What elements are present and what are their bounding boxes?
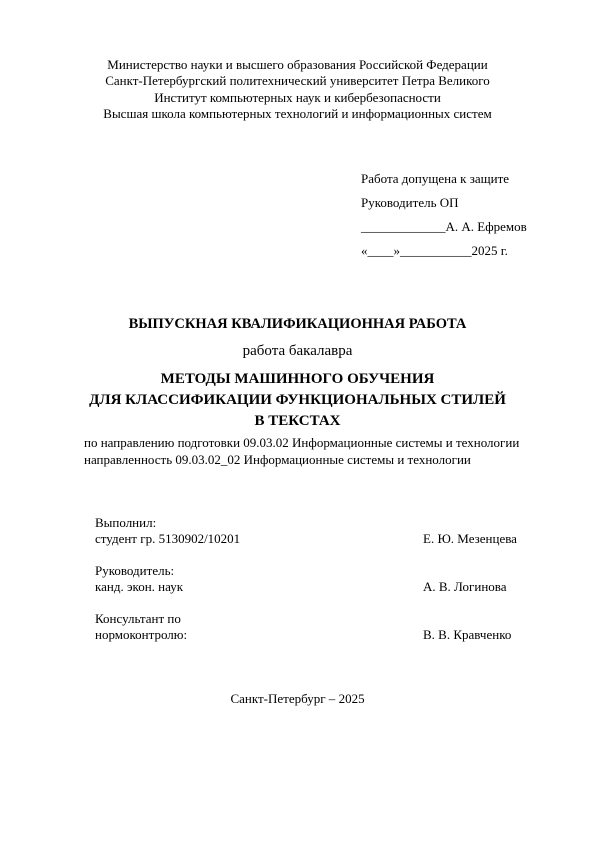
- thesis-title-line-3: В ТЕКСТАХ: [254, 413, 341, 429]
- approval-date-year: 2025: [471, 243, 498, 258]
- author-role: студент гр. 5130902/10201: [95, 531, 241, 546]
- consultant-role: нормоконтролю:: [95, 627, 188, 642]
- supervisor-role: канд. экон. наук: [95, 579, 184, 594]
- footer-year: 2025: [338, 691, 365, 706]
- approval-date-suffix: г.: [497, 243, 508, 258]
- consultant-name: В. В. Кравченко: [423, 627, 512, 642]
- thesis-kind: работа бакалавра: [242, 343, 353, 359]
- consultant-label: Консультант по: [95, 611, 181, 626]
- author-name: Е. Ю. Мезенцева: [423, 531, 517, 546]
- footer-city-year: [0, 692, 595, 705]
- thesis-title-line-1: МЕТОДЫ МАШИННОГО ОБУЧЕНИЯ: [160, 371, 435, 387]
- supervisor-name: А. В. Логинова: [423, 579, 507, 594]
- approval-admitted: Работа допущена к защите: [361, 171, 510, 186]
- institute-line: Институт компьютерных наук и кибербезопасности: [154, 90, 441, 105]
- thesis-direction: по направлению подготовки 09.03.02 Информационные системы и технологии: [84, 435, 520, 450]
- ministry-line: Министерство науки и высшего образования Российской Федерации: [107, 57, 488, 72]
- university-line: Санкт-Петербургский политехнический университет Петра Великого: [105, 73, 490, 88]
- author-label: Выполнил:: [95, 515, 157, 530]
- school-line: Высшая школа компьютерных технологий и информационных систем: [103, 106, 492, 121]
- approval-head-label: Руководитель ОП: [361, 195, 459, 210]
- approval-date-blank: «____»___________: [361, 243, 472, 258]
- supervisor-label: Руководитель:: [95, 563, 175, 578]
- approval-signature-line: _____________А. А. Ефремов: [361, 219, 527, 234]
- approval-date-line: [361, 244, 508, 257]
- footer-city: Санкт-Петербург –: [230, 691, 339, 706]
- thesis-profile: направленность 09.03.02_02 Информационные системы и технологии: [84, 452, 471, 467]
- thesis-title-line-2: ДЛЯ КЛАССИФИКАЦИИ ФУНКЦИОНАЛЬНЫХ СТИЛЕЙ: [89, 392, 506, 408]
- thesis-type: ВЫПУСКНАЯ КВАЛИФИКАЦИОННАЯ РАБОТА: [128, 316, 467, 332]
